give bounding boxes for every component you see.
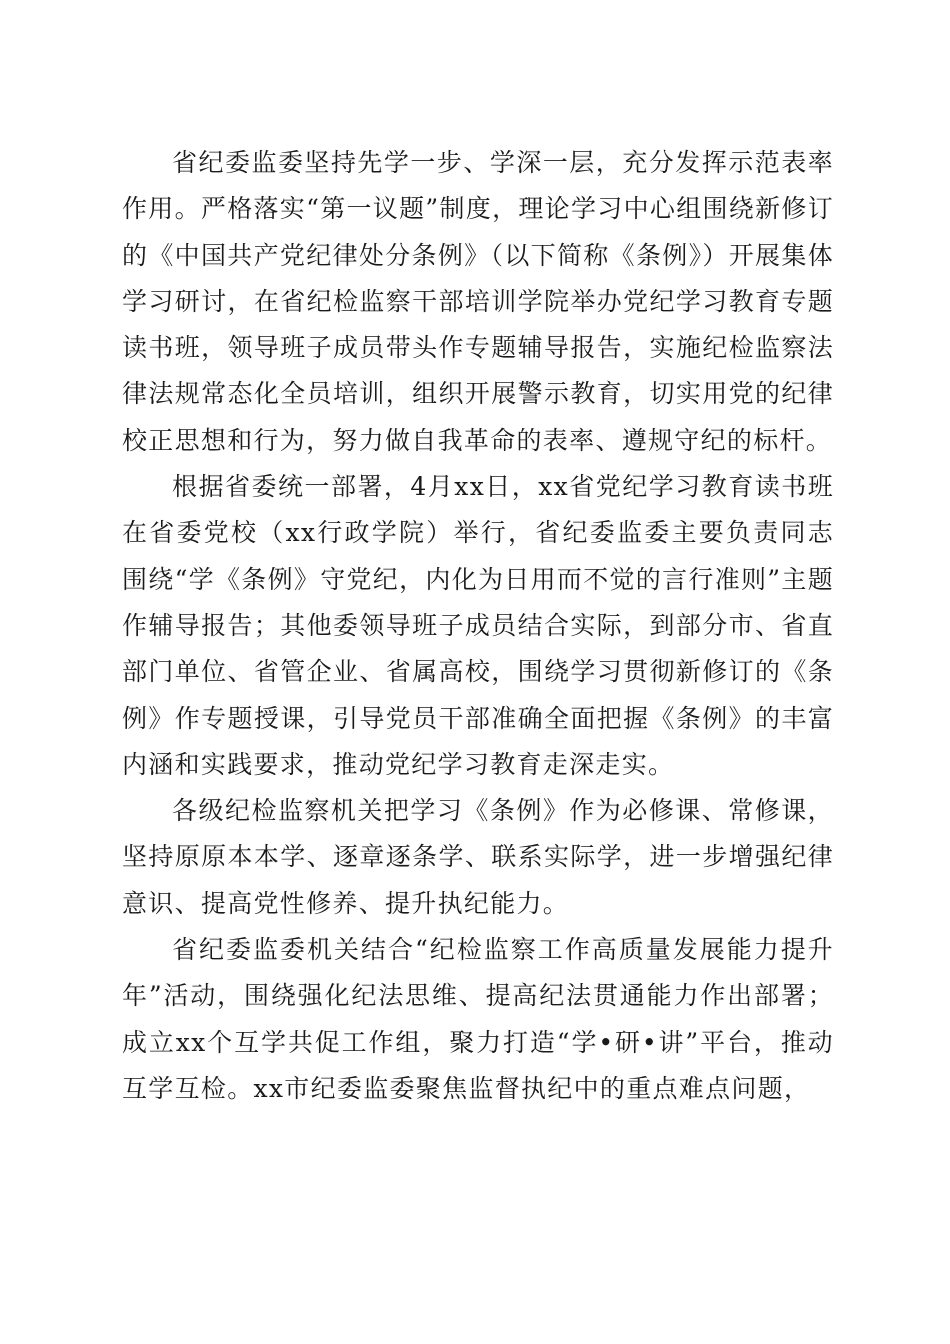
paragraph-2: 根据省委统一部署，4月xx日，xx省党纪学习教育读书班在省委党校（xx行政学院）举行，省纪委监委主要负责同志围绕“学《条例》守党纪，内化为日用而不觉的言行准则”主题作辅导报告；其他委领导班子成员结合实际，到部分市、省直部门单位、省管企业、省属高校，围绕学习贯彻新修订的《条例》作专题授课，引导党员干部准确全面把握《条例》的丰富内涵和实践要求，推动党纪学习教育走深走实。 <box>122 472 834 779</box>
document-body <box>122 140 834 1112</box>
paragraph-3: 各级纪检监察机关把学习《条例》作为必修课、常修课，坚持原原本本学、逐章逐条学、联系实际学，进一步增强纪律意识、提高党性修养、提升执纪能力。 <box>122 796 834 918</box>
paragraph-4: 省纪委监委机关结合“纪检监察工作高质量发展能力提升年”活动，围绕强化纪法思维、提高纪法贯通能力作出部署；成立xx个互学共促工作组，聚力打造“学•研•讲”平台，推动互学互检。xx市纪委监委聚焦监督执纪中的重点难点问题， <box>122 935 834 1103</box>
paragraph-1: 省纪委监委坚持先学一步、学深一层，充分发挥示范表率作用。严格落实“第一议题”制度，理论学习中心组围绕新修订的《中国共产党纪律处分条例》（以下简称《条例》）开展集体学习研讨，在省纪检监察干部培训学院举办党纪学习教育专题读书班，领导班子成员带头作专题辅导报告，实施纪检监察法律法规常态化全员培训，组织开展警示教育，切实用党的纪律校正思想和行为，努力做自我革命的表率、遵规守纪的标杆。 <box>122 148 834 455</box>
